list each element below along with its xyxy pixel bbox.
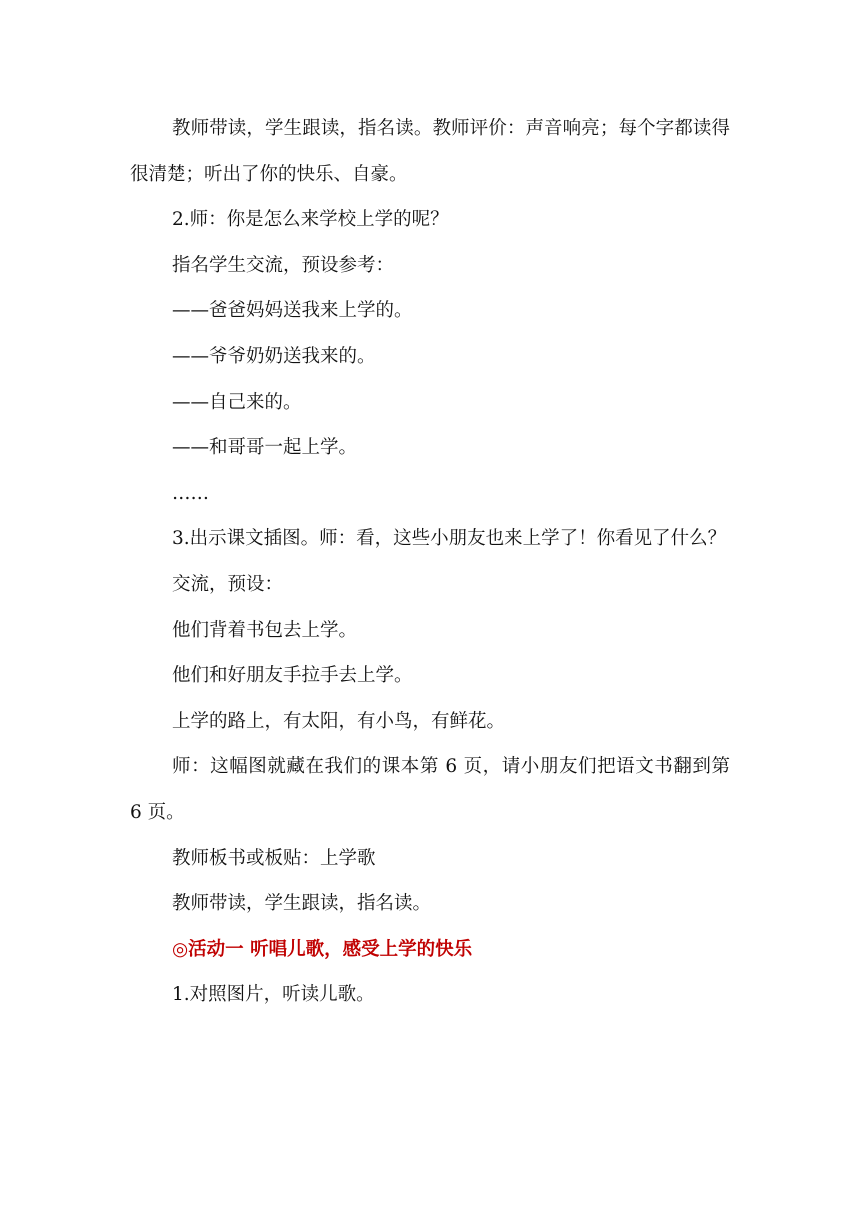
paragraph-question-how-come-to-school: 2.师：你是怎么来学校上学的呢？ <box>172 209 449 231</box>
paragraph-ellipsis: …… <box>172 482 209 504</box>
paragraph-exchange-preset: 交流，预设： <box>172 573 284 595</box>
paragraph-answer-grandparents: ——爷爷奶奶送我来的。 <box>172 345 376 367</box>
paragraph-textbook-page: 师：这幅图就藏在我们的课本第 6 页，请小朋友们把语文书翻到第 6 页。 <box>130 756 730 823</box>
activity-one-heading: ◎活动一 听唱儿歌，感受上学的快乐 <box>172 938 473 960</box>
paragraph-blackboard-title: 教师板书或板贴：上学歌 <box>172 847 376 869</box>
paragraph-teacher-reading: 教师带读，学生跟读，指名读。 <box>172 893 432 915</box>
paragraph-answer-self: ——自己来的。 <box>172 391 302 413</box>
document-body <box>130 106 730 1018</box>
paragraph-answer-parents: ——爸爸妈妈送我来上学的。 <box>172 300 413 322</box>
paragraph-on-the-way: 上学的路上，有太阳，有小鸟，有鲜花。 <box>172 710 506 732</box>
paragraph-hand-in-hand: 他们和好朋友手拉手去上学。 <box>172 665 413 687</box>
paragraph-listen-to-rhyme: 1.对照图片，听读儿歌。 <box>172 984 375 1006</box>
paragraph-answer-brother: ——和哥哥一起上学。 <box>172 437 358 459</box>
paragraph-teacher-reading-evaluation: 教师带读，学生跟读，指名读。教师评价：声音响亮；每个字都读得很清楚；听出了你的快乐、自豪。 <box>130 118 730 185</box>
paragraph-show-illustration: 3.出示课文插图。师：看，这些小朋友也来上学了！你看见了什么？ <box>172 528 727 550</box>
paragraph-student-exchange-preset: 指名学生交流，预设参考： <box>172 254 395 276</box>
paragraph-schoolbags: 他们背着书包去上学。 <box>172 619 358 641</box>
